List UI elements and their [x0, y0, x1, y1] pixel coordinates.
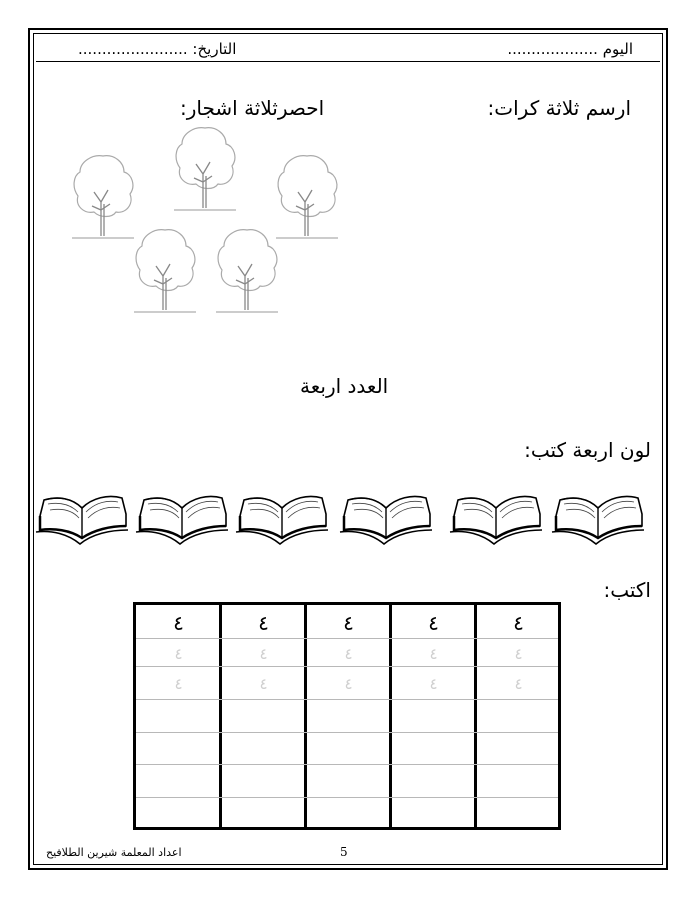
- digit-model: ٤: [513, 611, 524, 635]
- header-divider: [36, 61, 660, 62]
- author-credit: اعداد المعلمة شيرين الطلافيح: [46, 846, 182, 859]
- color-books-instruction: لون اربعة كتب:: [524, 438, 651, 462]
- book-icon[interactable]: [134, 480, 230, 552]
- digit-trace[interactable]: ٤: [344, 645, 353, 663]
- digit-trace[interactable]: ٤: [429, 645, 438, 663]
- digit-trace[interactable]: ٤: [514, 675, 523, 693]
- digit-model: ٤: [258, 611, 269, 635]
- tree-icon: [70, 152, 136, 248]
- page-number: 5: [340, 845, 348, 859]
- book-icon[interactable]: [234, 480, 330, 552]
- grid-row-line: [136, 638, 558, 639]
- grid-row-line: [136, 666, 558, 667]
- digit-model: ٤: [173, 611, 184, 635]
- grid-row-line: [136, 732, 558, 733]
- grid-row-line: [136, 797, 558, 798]
- draw-balls-instruction: ارسم ثلاثة كرات:: [487, 96, 631, 120]
- tree-icon: [132, 226, 198, 322]
- digit-trace[interactable]: ٤: [174, 675, 183, 693]
- tree-icon: [274, 152, 340, 248]
- tree-icon: [214, 226, 280, 322]
- date-label: التاريخ: .......................: [78, 40, 237, 58]
- write-instruction: اكتب:: [603, 578, 651, 602]
- number-heading: العدد اربعة: [300, 374, 389, 398]
- digit-model: ٤: [428, 611, 439, 635]
- grid-row-line: [136, 699, 558, 700]
- digit-model: ٤: [343, 611, 354, 635]
- digit-trace[interactable]: ٤: [429, 675, 438, 693]
- digit-trace[interactable]: ٤: [174, 645, 183, 663]
- count-trees-instruction: احصرثلاثة اشجار:: [180, 96, 325, 120]
- digit-trace[interactable]: ٤: [259, 645, 268, 663]
- tree-icon: [172, 124, 238, 220]
- grid-row-line: [136, 764, 558, 765]
- digit-trace[interactable]: ٤: [344, 675, 353, 693]
- day-label: اليوم ...................: [507, 40, 633, 58]
- writing-grid: [133, 602, 561, 830]
- digit-trace[interactable]: ٤: [514, 645, 523, 663]
- digit-trace[interactable]: ٤: [259, 675, 268, 693]
- book-icon[interactable]: [448, 480, 544, 552]
- book-icon[interactable]: [550, 480, 646, 552]
- book-icon[interactable]: [338, 480, 434, 552]
- book-icon[interactable]: [34, 480, 130, 552]
